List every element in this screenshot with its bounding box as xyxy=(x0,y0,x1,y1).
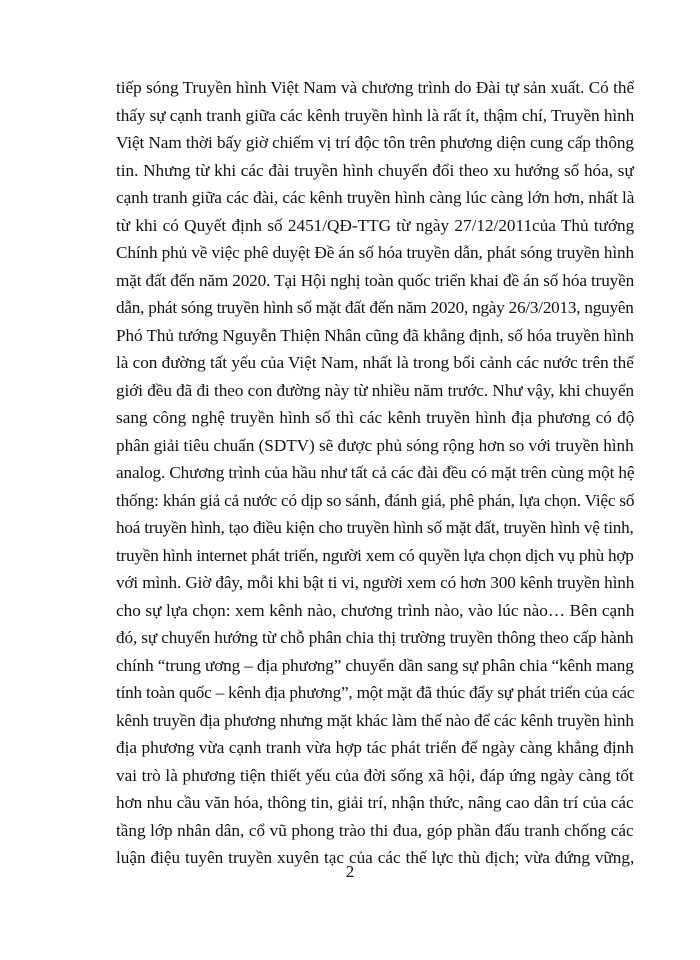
text-line: tiếp sóng Truyền hình Việt Nam và chương trình do Đài tự sản xuất. Có thể xyxy=(116,78,635,97)
text-line: Phó Thủ tướng Nguyễn Thiện Nhân cũng đã khẳng định, số hóa truyền hình xyxy=(116,325,634,345)
text-line: cho sự lựa chọn: xem kênh nào, chương trình nào, vào lúc nào… Bên cạnh xyxy=(116,600,635,620)
text-line: truyền hình internet phát triển, người xem có quyền lựa chọn dịch vụ phù hợp xyxy=(116,545,634,565)
text-line: phân giải tiêu chuẩn (SDTV) sẽ được phủ sóng rộng hơn so với truyền hình xyxy=(116,435,634,455)
text-line: từ khi có Quyết định số 2451/QĐ-TTG từ ngày 27/12/2011của Thủ tướng xyxy=(116,215,635,235)
text-line: đó, sự chuyển hướng từ chỗ phân chia thị trường truyền thông theo cấp hành xyxy=(116,628,634,647)
text-line: kênh truyền địa phương nhưng mặt khác làm thế nào để các kênh truyền hình xyxy=(116,710,634,730)
text-line: Việt Nam thời bấy giờ chiếm vị trí độc tôn trên phương diện cung cấp thông xyxy=(116,133,634,152)
text-line: giới đều đã đi theo con đường này từ nhiều năm trước. Như vậy, khi chuyển xyxy=(116,380,635,400)
text-line: với mình. Giờ đây, mỗi khi bật ti vi, người xem có hơn 300 kênh truyền hình xyxy=(116,573,635,592)
text-line: dẫn, phát sóng truyền hình số mặt đất đến năm 2020, ngày 26/3/2013, nguyên xyxy=(116,298,634,317)
text-line: tầng lớp nhân dân, cổ vũ phong trào thi đua, góp phần đấu tranh chống các xyxy=(116,820,634,840)
text-line: chính “trung ương – địa phương” chuyển dần sang sự phân chia “kênh mang xyxy=(116,655,634,675)
text-line: sang công nghệ truyền hình số thì các kênh truyền hình địa phương có độ xyxy=(116,408,635,427)
text-line: mặt đất đến năm 2020. Tại Hội nghị toàn quốc triển khai đề án số hóa truyền xyxy=(116,270,635,290)
text-line: Chính phủ về việc phê duyệt Đề án số hóa truyền dẫn, phát sóng truyền hình xyxy=(116,243,635,262)
text-line: cạnh tranh giữa các đài, các kênh truyền hình càng lúc càng lớn hơn, nhất là xyxy=(116,188,635,207)
text-line: tin. Nhưng từ khi các đài truyền hình chuyển đổi theo xu hướng số hóa, sự xyxy=(116,160,634,180)
text-line: luận điệu tuyên truyền xuyên tạc của các thế lực thù địch; vừa đứng vững, xyxy=(116,848,635,867)
text-line: thống: khán giả cả nước có dịp so sánh, đánh giá, phê phán, lựa chọn. Việc số xyxy=(116,490,635,510)
text-line: vai trò là phương tiện thiết yếu của đời sống xã hội, đáp ứng ngày càng tốt xyxy=(116,765,634,785)
text-line: analog. Chương trình của hầu như tất cả các đài đều có mặt trên cùng một hệ xyxy=(116,463,635,482)
text-line: thấy sự cạnh tranh giữa các kênh truyền hình là rất ít, thậm chí, Truyền hình xyxy=(116,105,635,125)
text-line: địa phương vừa cạnh tranh vừa hợp tác phát triển để ngày càng khẳng định xyxy=(116,738,634,757)
body-paragraph xyxy=(116,74,634,872)
text-line: là con đường tất yếu của Việt Nam, nhất là trong bối cảnh các nước trên thế xyxy=(116,353,634,372)
text-line: hoá truyền hình, tạo điều kiện cho truyền hình số mặt đất, truyền hình vệ tinh, xyxy=(116,518,634,537)
text-line: hơn nhu cầu văn hóa, thông tin, giải trí, nhận thức, nâng cao dân trí của các xyxy=(116,793,634,812)
page-number: 2 xyxy=(345,862,355,881)
text-line: tính toàn quốc – kênh địa phương”, một mặt đã thúc đẩy sự phát triển của các xyxy=(116,683,635,702)
